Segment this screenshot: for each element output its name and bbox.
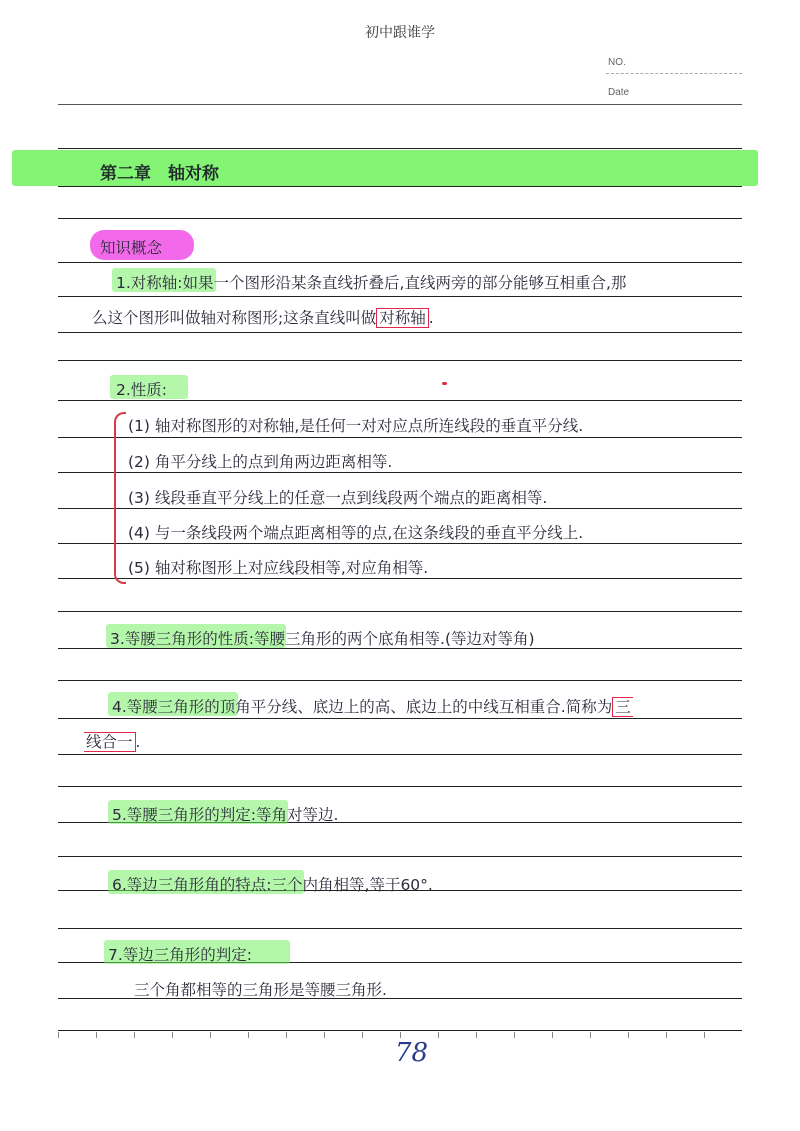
item5-body: 等角对等边. bbox=[256, 806, 339, 824]
date-label: Date bbox=[608, 87, 630, 98]
item1-term: 对称轴: bbox=[130, 274, 183, 292]
boxed-axis-of-symmetry: 对称轴 bbox=[376, 308, 429, 328]
property-3: (3) 线段垂直平分线上的任意一点到线段两个端点的距离相等. bbox=[128, 489, 548, 507]
concept-tag: 知识概念 bbox=[100, 239, 163, 257]
properties-brace bbox=[114, 412, 126, 584]
item2-heading: 2.性质: bbox=[116, 381, 168, 399]
item4-heading: 4.等腰三角形的 bbox=[112, 698, 220, 716]
item3-body: 等腰三角形的两个底角相等.(等边对等角) bbox=[254, 630, 535, 648]
number-label: NO. bbox=[608, 57, 626, 68]
property-1: (1) 轴对称图形的对称轴,是任何一对对应点所连线段的垂直平分线. bbox=[128, 417, 584, 435]
item7-body: 三个角都相等的三角形是等腰三角形. bbox=[134, 981, 387, 999]
item4-line1: 4.等腰三角形的顶角平分线、底边上的高、底边上的中线互相重合.简称为 三 bbox=[112, 698, 631, 716]
item7-heading: 7.等边三角形的判定: bbox=[108, 946, 253, 964]
item1-number: 1. bbox=[116, 274, 131, 292]
item1-line1 bbox=[116, 271, 626, 293]
item6-heading: 6.等边三角形角的特点: bbox=[112, 876, 272, 894]
item3-heading: 3.等腰三角形的性质: bbox=[110, 630, 255, 648]
item5-line bbox=[112, 803, 338, 825]
property-2: (2) 角平分线上的点到角两边距离相等. bbox=[128, 453, 393, 471]
item1-definition: 如果一个图形沿某条直线折叠后,直线两旁的部分能够互相重合,那 bbox=[182, 274, 627, 292]
item5-heading: 5.等腰三角形的判定: bbox=[112, 806, 257, 824]
boxed-three-in-one: 线合一 bbox=[84, 732, 136, 752]
boxed-three: 三 bbox=[612, 697, 633, 717]
property-5: (5) 轴对称图形上对应线段相等,对应角相等. bbox=[128, 559, 429, 577]
item6-body: 三个内角相等,等于60°. bbox=[271, 876, 433, 894]
chapter-title: 第二章 轴对称 bbox=[100, 164, 219, 184]
item3-line bbox=[110, 627, 535, 649]
item6-line bbox=[112, 873, 433, 895]
item4-line2: 线合一 . bbox=[86, 733, 141, 751]
item1-line2: 么这个图形叫做轴对称图形;这条直线叫做 对称轴 . bbox=[92, 309, 434, 327]
property-4: (4) 与一条线段两个端点距离相等的点,在这条线段的垂直平分线上. bbox=[128, 524, 584, 542]
red-ink-dot bbox=[442, 382, 447, 385]
number-line bbox=[606, 73, 742, 74]
page-header-title: 初中跟谁学 bbox=[365, 25, 435, 41]
page-number: 78 bbox=[395, 1038, 429, 1068]
